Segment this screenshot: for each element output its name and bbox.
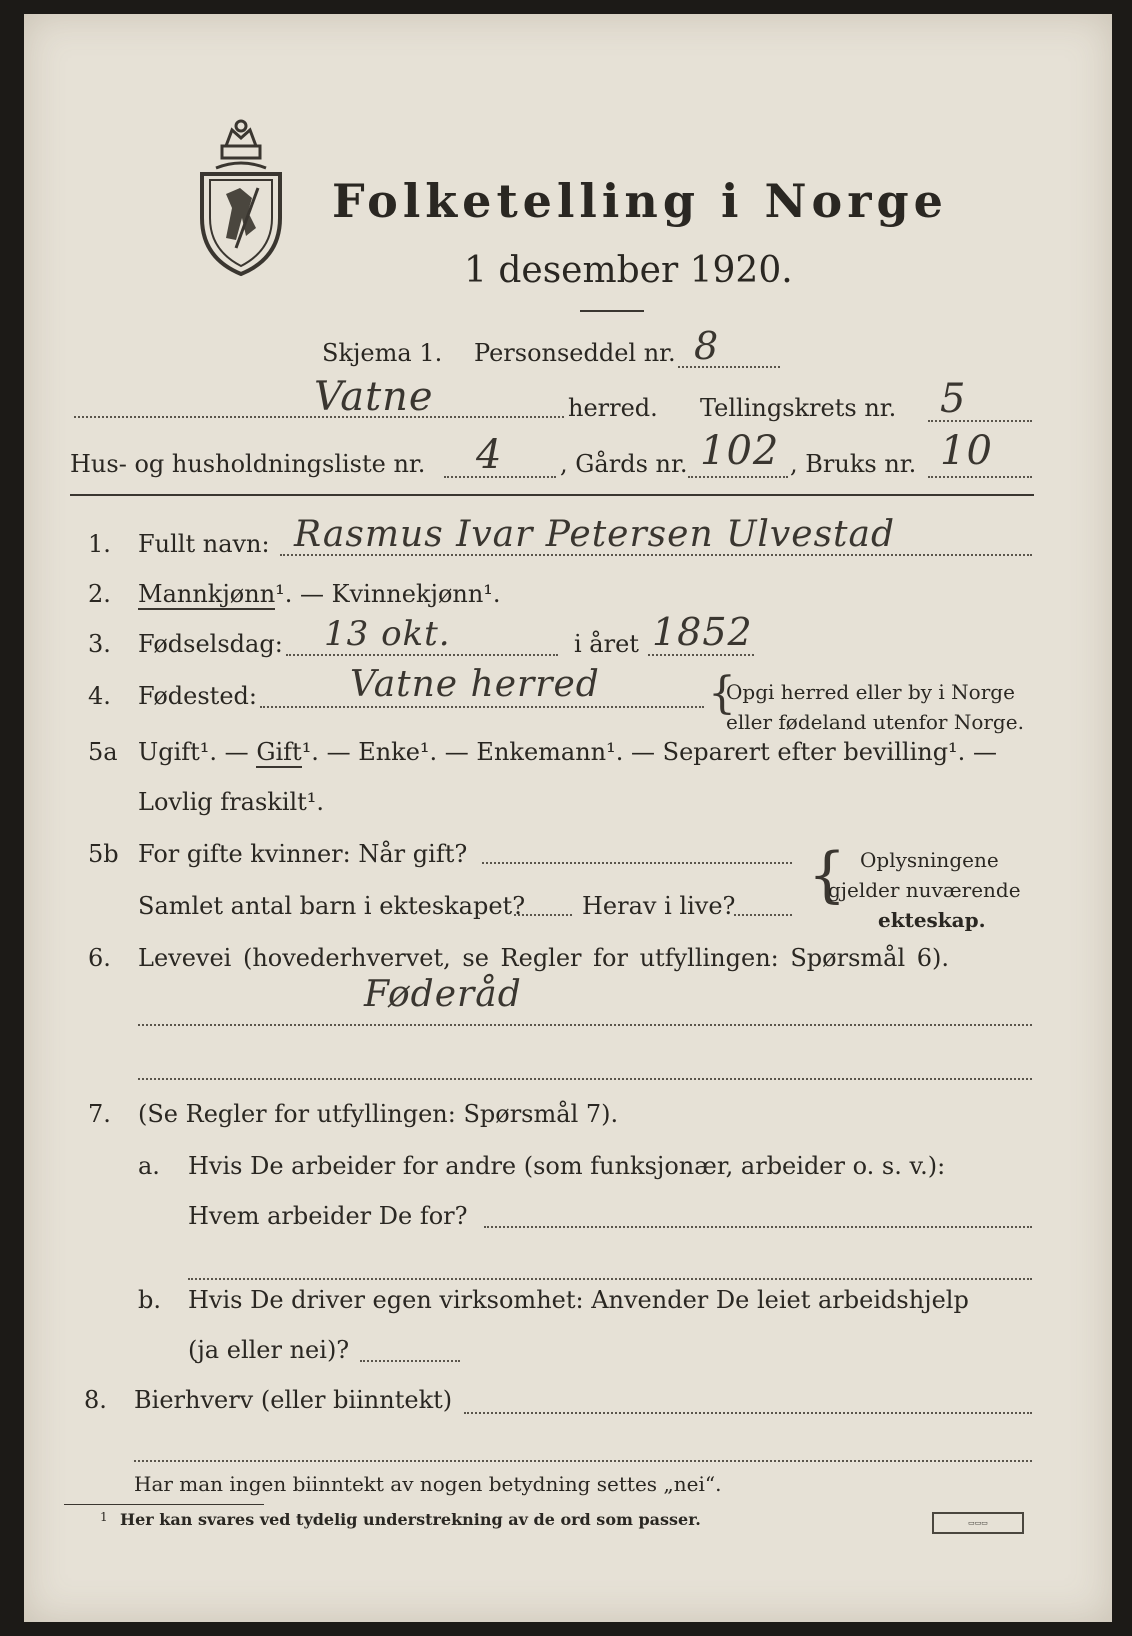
q3-number: 3.: [88, 630, 111, 658]
q8-number: 8.: [84, 1386, 107, 1414]
census-form: [24, 14, 1112, 1622]
q2-separator: ¹. —: [275, 580, 332, 608]
q4-brace: {: [708, 668, 736, 719]
q3-year-label: i året: [574, 630, 639, 658]
tellingskrets-label: Tellingskrets nr.: [700, 394, 897, 422]
q5b-note-line2: gjelder nuværende: [828, 878, 1021, 902]
coat-of-arms-icon: [196, 118, 286, 282]
q5b-brace: {: [808, 840, 847, 910]
q5b-number: 5b: [88, 840, 119, 868]
q5a-gift: Gift: [256, 738, 302, 766]
q6-line2: [138, 1078, 1032, 1080]
gards-value: 102: [700, 428, 780, 474]
footnote-rule: [64, 1504, 264, 1505]
q7a-letter: a.: [138, 1152, 160, 1180]
q1-number: 1.: [88, 530, 111, 558]
footnote-text: Her kan svares ved tydelig understrekning av de ord som passer.: [120, 1510, 701, 1529]
q6-label: Levevei (hovederhvervet, se Regler for utfyllingen: Spørsmål 6).: [138, 944, 950, 972]
q4-line: [260, 706, 704, 708]
q5a-line2: Lovlig fraskilt¹.: [138, 788, 325, 816]
q5a-part2: ¹. — Enke¹. — Enkemann¹. — Separert efter bevilling¹. —: [301, 738, 997, 766]
q3-value: 13 okt.: [324, 614, 451, 654]
q7a-line2: Hvem arbeider De for?: [188, 1202, 468, 1230]
q3-year-value: 1852: [652, 610, 753, 654]
q8-line1: [464, 1412, 1032, 1414]
bruks-value: 10: [940, 428, 993, 474]
q2-number: 2.: [88, 580, 111, 608]
q7-label: (Se Regler for utfyllingen: Spørsmål 7).: [138, 1100, 619, 1128]
q4-label: Fødested:: [138, 682, 257, 710]
q2-female: Kvinnekjønn¹.: [331, 580, 501, 608]
q6-number: 6.: [88, 944, 111, 972]
q7a-answer-line2: [188, 1278, 1032, 1280]
q1-label: Fullt navn:: [138, 530, 270, 558]
q5b-note-line1: Oplysningene: [860, 848, 999, 872]
q3-line: [286, 654, 558, 656]
bruks-line: [928, 476, 1032, 478]
q4-value: Vatne herred: [350, 664, 600, 705]
q5b-children: Samlet antal barn i ekteskapet?: [138, 892, 526, 920]
herred-label: herred.: [568, 394, 658, 422]
q6-value: Føderåd: [364, 974, 522, 1015]
q5b-note-line3: ekteskap.: [878, 908, 986, 932]
divider: [580, 310, 644, 312]
hus-value: 4: [476, 432, 503, 478]
header-rule: [70, 494, 1034, 496]
q5b-married-line: [482, 862, 792, 864]
q5b-alive: Herav i live?: [582, 892, 736, 920]
q4-number: 4.: [88, 682, 111, 710]
q1-value: Rasmus Ivar Petersen Ulvestad: [294, 514, 896, 555]
q2-male: Mannkjønn: [138, 580, 276, 608]
q5b-children-line: [514, 914, 572, 916]
q8-label: Bierhverv (eller biinntekt): [134, 1386, 453, 1414]
personseddel-label: Personseddel nr.: [474, 339, 676, 367]
q8-line2: [134, 1460, 1032, 1462]
herred-value: Vatne: [314, 374, 434, 420]
q5a-part1: Ugift¹. —: [138, 738, 257, 766]
q5a-number: 5a: [88, 738, 118, 766]
q2-options: [138, 580, 501, 608]
q5b-line1: For gifte kvinner: Når gift?: [138, 840, 468, 868]
printer-stamp-icon: ▭▭▭: [932, 1512, 1024, 1534]
footnote-mark: 1: [100, 1510, 108, 1524]
q5a-options: [138, 738, 997, 766]
q7a-line1: Hvis De arbeider for andre (som funksjonær, arbeider o. s. v.):: [188, 1152, 946, 1180]
q7b-line2: (ja eller nei)?: [188, 1336, 350, 1364]
form-title: Folketelling i Norge: [332, 174, 948, 228]
q7a-answer-line1: [484, 1226, 1032, 1228]
q4-note-line2: eller fødeland utenfor Norge.: [726, 710, 1024, 734]
form-date: 1 desember 1920.: [464, 250, 793, 291]
q7b-letter: b.: [138, 1286, 161, 1314]
q7b-line1: Hvis De driver egen virksomhet: Anvender De leiet arbeidshjelp: [188, 1286, 969, 1314]
gards-label: , Gårds nr.: [560, 450, 688, 478]
q7-number: 7.: [88, 1100, 111, 1128]
gards-line: [688, 476, 788, 478]
q7b-answer-line: [360, 1360, 460, 1362]
personseddel-value: 8: [694, 324, 720, 368]
tellingskrets-value: 5: [940, 376, 967, 422]
q3-year-line: [648, 654, 754, 656]
q5b-alive-line: [734, 914, 792, 916]
q3-label: Fødselsdag:: [138, 630, 283, 658]
q8-note: Har man ingen biinntekt av nogen betydning settes „nei“.: [134, 1472, 722, 1496]
q4-note-line1: Opgi herred eller by i Norge: [726, 680, 1015, 704]
q6-line1: [138, 1024, 1032, 1026]
hus-label: Hus- og husholdningsliste nr.: [70, 450, 426, 478]
bruks-label: , Bruks nr.: [790, 450, 917, 478]
schema-label: Skjema 1.: [322, 339, 443, 367]
